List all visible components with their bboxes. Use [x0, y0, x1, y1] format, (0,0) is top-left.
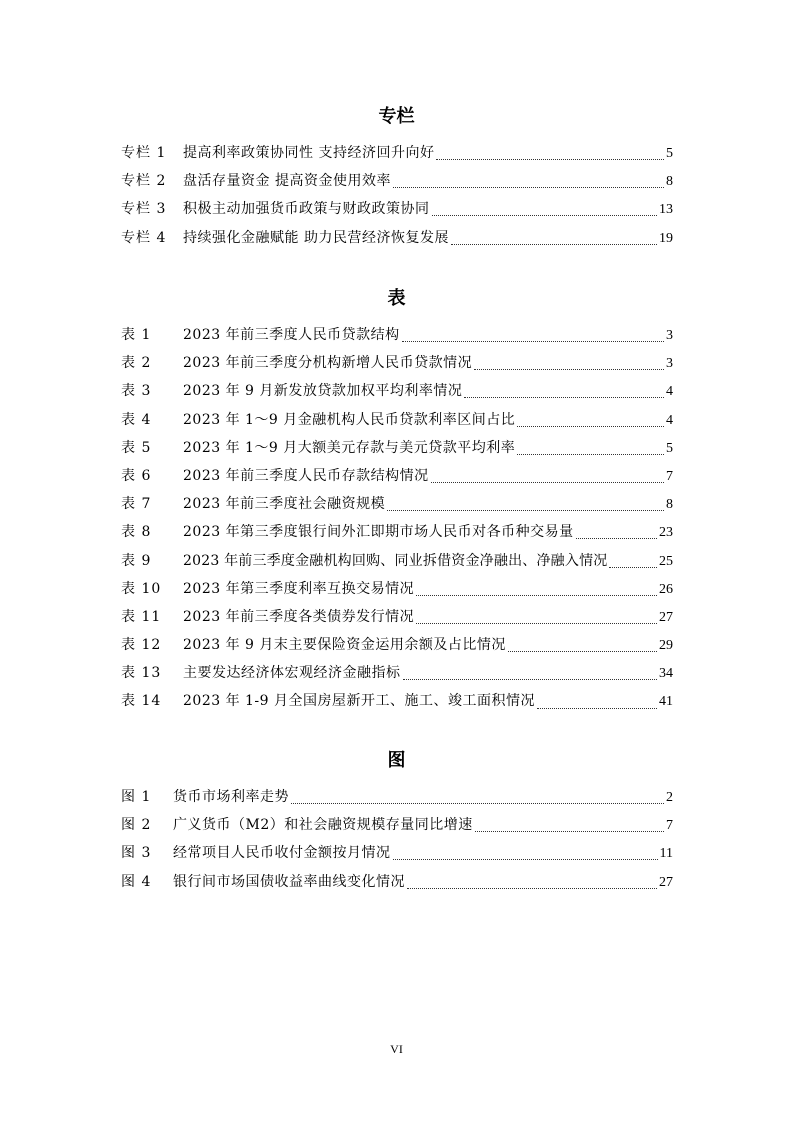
- toc-entry-label: 图 1: [121, 789, 152, 805]
- toc-entry-page: 3: [666, 328, 673, 343]
- toc-entry-text: 积极主动加强货币政策与财政政策协同: [183, 201, 430, 218]
- toc-entry-text: 2023 年第三季度银行间外汇即期市场人民币对各币种交易量: [183, 524, 574, 541]
- toc-entry-label: 表 12: [121, 637, 162, 654]
- leader-dots: [609, 566, 657, 568]
- toc-entry-page: 8: [666, 174, 673, 190]
- leader-dots: [537, 707, 657, 709]
- figures-section-title: 图: [387, 750, 406, 771]
- toc-entry-page: 4: [666, 384, 673, 400]
- toc-entry[interactable]: [121, 659, 673, 687]
- toc-entry-text: 2023 年 1～9 月金融机构人民币贷款利率区间占比: [183, 411, 516, 428]
- toc-entry[interactable]: [121, 462, 673, 490]
- leader-dots: [474, 368, 664, 370]
- toc-entry-page: 4: [666, 412, 673, 428]
- toc-entry[interactable]: [121, 377, 673, 405]
- toc-entry-text: 2023 年前三季度各类债券发行情况: [183, 608, 415, 625]
- toc-entry-label: 表 3: [121, 383, 152, 400]
- boxes-toc-list: [121, 139, 673, 252]
- toc-entry-label: 专栏 2: [121, 173, 167, 190]
- toc-entry-label: 图 4: [121, 873, 152, 890]
- toc-entry-label: 专栏 3: [121, 201, 167, 218]
- toc-entry[interactable]: [121, 811, 673, 839]
- leader-dots: [436, 158, 664, 160]
- toc-entry[interactable]: [121, 139, 673, 167]
- toc-entry-label: 专栏 4: [121, 229, 167, 246]
- figures-toc-list: [121, 783, 673, 896]
- toc-entry-label: 表 6: [121, 467, 152, 484]
- toc-entry-text: 2023 年第三季度利率互换交易情况: [183, 580, 415, 597]
- toc-entry-page: 26: [659, 581, 673, 597]
- toc-entry-label: 表 7: [121, 496, 152, 513]
- leader-dots: [393, 858, 658, 860]
- leader-dots: [517, 425, 664, 427]
- toc-entry[interactable]: [121, 321, 673, 349]
- toc-entry-text: 货币市场利率走势: [173, 789, 289, 805]
- leader-dots: [291, 802, 664, 804]
- toc-entry-label: 表 14: [121, 693, 162, 710]
- toc-entry-text: 2023 年 1～9 月大额美元存款与美元贷款平均利率: [183, 439, 516, 456]
- toc-entry-text: 2023 年 9 月新发放贷款加权平均利率情况: [183, 383, 463, 400]
- leader-dots: [407, 887, 657, 889]
- toc-entry-label: 表 10: [121, 580, 162, 597]
- toc-entry-page: 7: [666, 468, 673, 484]
- tables-section-title: 表: [387, 288, 406, 309]
- toc-entry-label: 表 8: [121, 524, 152, 541]
- toc-entry[interactable]: [121, 783, 673, 811]
- toc-entry-text: 2023 年前三季度人民币存款结构情况: [183, 467, 429, 484]
- leader-dots: [403, 678, 658, 680]
- toc-entry-page: 29: [659, 638, 673, 654]
- toc-entry-page: 41: [659, 694, 673, 710]
- toc-entry-page: 5: [666, 440, 673, 456]
- toc-entry[interactable]: [121, 434, 673, 462]
- toc-entry[interactable]: [121, 603, 673, 631]
- toc-entry-text: 提高利率政策协同性 支持经济回升向好: [183, 145, 435, 161]
- leader-dots: [576, 537, 657, 539]
- toc-entry-text: 银行间市场国债收益率曲线变化情况: [173, 873, 405, 890]
- toc-entry-page: 8: [666, 497, 673, 513]
- toc-entry[interactable]: [121, 839, 673, 867]
- toc-entry-page: 5: [666, 146, 673, 161]
- toc-entry-text: 持续强化金融赋能 助力民营经济恢复发展: [183, 229, 449, 246]
- leader-dots: [517, 453, 664, 455]
- toc-entry-page: 13: [659, 202, 673, 218]
- toc-entry-text: 经常项目人民币收付金额按月情况: [173, 845, 391, 862]
- toc-entry-text: 2023 年 1-9 月全国房屋新开工、施工、竣工面积情况: [183, 693, 536, 710]
- toc-entry-label: 专栏 1: [121, 145, 167, 161]
- toc-entry-text: 2023 年前三季度人民币贷款结构: [183, 327, 400, 343]
- toc-entry-page: 3: [666, 356, 673, 372]
- leader-dots: [393, 186, 664, 188]
- toc-entry-label: 表 5: [121, 439, 152, 456]
- toc-entry-page: 23: [659, 525, 673, 541]
- boxes-section-title: 专栏: [378, 106, 415, 127]
- toc-entry[interactable]: [121, 490, 673, 518]
- toc-entry[interactable]: [121, 687, 673, 715]
- toc-entry-text: 2023 年前三季度分机构新增人民币贷款情况: [183, 355, 473, 372]
- toc-entry-text: 2023 年 9 月末主要保险资金运用余额及占比情况: [183, 637, 506, 654]
- toc-entry-label: 图 3: [121, 845, 152, 862]
- leader-dots: [508, 650, 657, 652]
- page-number: VI: [390, 1042, 403, 1056]
- leader-dots: [416, 622, 657, 624]
- leader-dots: [431, 481, 664, 483]
- leader-dots: [416, 594, 657, 596]
- toc-entry-page: 7: [666, 818, 673, 834]
- toc-entry[interactable]: [121, 868, 673, 896]
- toc-entry[interactable]: [121, 575, 673, 603]
- toc-entry-page: 34: [659, 666, 673, 682]
- toc-entry-text: 广义货币（M2）和社会融资规模存量同比增速: [173, 817, 473, 834]
- toc-entry[interactable]: [121, 547, 673, 575]
- toc-entry-text: 2023 年前三季度金融机构回购、同业拆借资金净融出、净融入情况: [183, 552, 608, 569]
- toc-entry-text: 盘活存量资金 提高资金使用效率: [183, 173, 391, 190]
- toc-entry-label: 表 13: [121, 665, 162, 682]
- toc-entry-page: 25: [659, 553, 673, 569]
- toc-entry[interactable]: [121, 349, 673, 377]
- toc-entry[interactable]: [121, 631, 673, 659]
- toc-entry-label: 表 2: [121, 355, 152, 372]
- toc-entry[interactable]: [121, 518, 673, 546]
- leader-dots: [475, 830, 664, 832]
- toc-entry-label: 表 4: [121, 411, 152, 428]
- toc-entry-label: 表 11: [121, 608, 162, 625]
- toc-entry-page: 27: [659, 609, 673, 625]
- toc-entry[interactable]: [121, 195, 673, 223]
- tables-toc-list: [121, 321, 673, 716]
- toc-entry[interactable]: [121, 224, 673, 252]
- toc-entry-page: 27: [659, 874, 673, 890]
- toc-entry-label: 表 9: [121, 552, 152, 569]
- toc-entry-text: 2023 年前三季度社会融资规模: [183, 496, 386, 513]
- leader-dots: [387, 509, 664, 511]
- toc-entry-label: 表 1: [121, 327, 152, 343]
- toc-entry-page: 2: [666, 790, 673, 805]
- toc-entry-text: 主要发达经济体宏观经济金融指标: [183, 665, 401, 682]
- toc-entry-label: 图 2: [121, 817, 152, 834]
- leader-dots: [432, 214, 658, 216]
- toc-entry-page: 11: [659, 846, 673, 862]
- leader-dots: [451, 243, 657, 245]
- leader-dots: [464, 396, 664, 398]
- leader-dots: [402, 340, 664, 342]
- toc-entry[interactable]: [121, 167, 673, 195]
- toc-entry[interactable]: [121, 406, 673, 434]
- toc-entry-page: 19: [659, 230, 673, 246]
